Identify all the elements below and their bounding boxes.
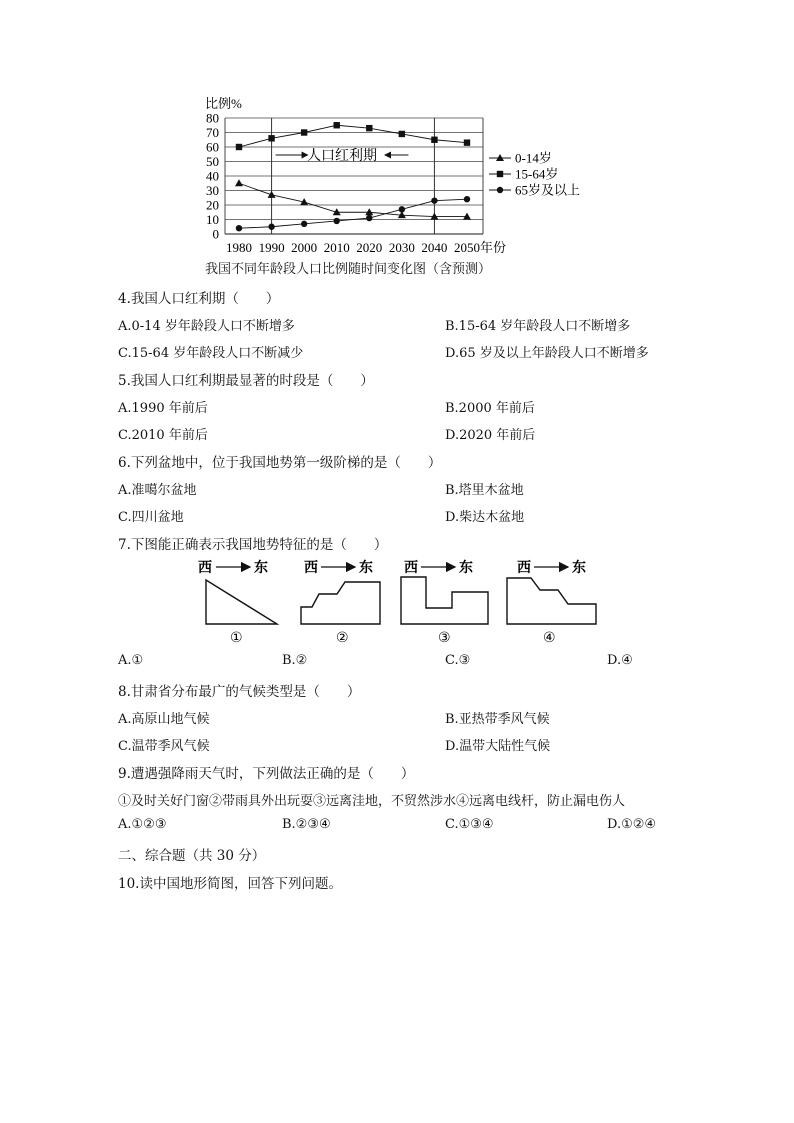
data-point	[334, 122, 340, 128]
question-7-stem: 7.下图能正确表示我国地势特征的是（ ）	[118, 537, 388, 553]
q5-option-c[interactable]: C.2010 年前后	[118, 428, 208, 443]
data-point	[268, 135, 274, 141]
series-line	[239, 199, 467, 228]
q8-option-c[interactable]: C.温带季风气候	[118, 739, 210, 754]
y-tick-label: 0	[212, 226, 219, 242]
q7-option-d[interactable]: D.④	[607, 653, 633, 668]
section-2-heading: 二、综合题（共 30 分）	[118, 848, 266, 864]
y-tick-label: 60	[206, 139, 219, 155]
data-point	[301, 129, 307, 135]
y-tick-label: 20	[206, 197, 219, 213]
y-tick-label: 30	[206, 183, 219, 198]
legend-marker	[497, 171, 503, 177]
data-point	[464, 196, 470, 202]
east-label: 东	[359, 560, 373, 576]
x-tick-label: 2050年份	[454, 240, 507, 255]
panel-label-1: ①	[230, 630, 243, 646]
east-label: 东	[254, 560, 268, 576]
q7-option-b[interactable]: B.②	[282, 653, 308, 668]
legend-label: 15-64岁	[515, 166, 559, 182]
terrain-profile-2	[301, 582, 380, 624]
question-4-stem: 4.我国人口红利期（ ）	[118, 291, 280, 307]
q9-option-c[interactable]: C.①③④	[445, 817, 494, 832]
east-label: 东	[459, 560, 473, 576]
question-9-stem: 9.遭遇强降雨天气时，下列做法正确的是（ ）	[118, 766, 415, 782]
q9-option-a[interactable]: A.①②③	[118, 817, 167, 832]
chart-legend	[489, 151, 580, 198]
question-9-statements: ①及时关好门窗②带雨具外出玩耍③远离洼地，不贸然涉水④远离电线杆，防止漏电伤人	[118, 794, 626, 809]
terrain-profile-4	[507, 578, 596, 624]
terrain-panel-2	[301, 559, 380, 646]
y-axis-label: 比例%	[205, 96, 242, 111]
q8-option-b[interactable]: B.亚热带季风气候	[445, 712, 550, 727]
data-point	[399, 131, 405, 137]
q5-option-b[interactable]: B.2000 年前后	[445, 401, 535, 416]
y-tick-label: 50	[206, 154, 219, 169]
q7-option-c[interactable]: C.③	[445, 653, 471, 668]
chart-series	[235, 122, 471, 231]
q5-option-a[interactable]: A.1990 年前后	[118, 401, 208, 416]
y-tick-label: 70	[206, 125, 219, 140]
data-point	[301, 221, 307, 227]
question-8-stem: 8.甘肃省分布最广的气候类型是（ ）	[118, 684, 361, 700]
data-point	[399, 206, 405, 212]
terrain-profile-3	[401, 577, 488, 624]
west-label: 西	[198, 560, 212, 576]
terrain-panel-1	[198, 559, 277, 646]
data-point	[366, 125, 372, 131]
west-label: 西	[517, 560, 531, 576]
q8-option-d[interactable]: D.温带大陆性气候	[445, 739, 551, 754]
legend-marker	[497, 187, 503, 193]
x-tick-labels	[226, 240, 506, 255]
chart-caption: 我国不同年龄段人口比例随时间变化图（含预测）	[205, 262, 492, 277]
q5-option-d[interactable]: D.2020 年前后	[445, 428, 536, 443]
x-tick-label: 2010	[323, 240, 350, 255]
panel-label-2: ②	[336, 630, 349, 646]
q6-option-c[interactable]: C.四川盆地	[118, 510, 184, 525]
data-point	[268, 224, 274, 230]
y-tick-labels	[206, 111, 219, 242]
y-tick-label: 40	[206, 168, 219, 184]
question-6-stem: 6.下列盆地中，位于我国地势第一级阶梯的是（ ）	[118, 455, 442, 471]
legend-label: 0-14岁	[515, 150, 552, 166]
data-point	[235, 179, 243, 186]
data-point	[463, 213, 471, 220]
x-tick-label: 1990	[258, 240, 285, 255]
annotation-label: 人口红利期	[307, 149, 377, 164]
q4-option-b[interactable]: B.15-64 岁年龄段人口不断增多	[445, 319, 631, 334]
q7-option-a[interactable]: A.①	[118, 653, 144, 668]
data-point	[431, 137, 437, 143]
q8-option-a[interactable]: A.高原山地气候	[118, 712, 210, 727]
population-chart	[195, 92, 615, 260]
west-label: 西	[404, 560, 418, 576]
panel-label-4: ④	[543, 630, 556, 646]
east-label: 东	[572, 560, 586, 576]
question-10-stem: 10.读中国地形简图，回答下列问题。	[118, 876, 342, 892]
q6-option-b[interactable]: B.塔里木盆地	[445, 483, 524, 498]
q6-option-d[interactable]: D.柴达木盆地	[445, 510, 525, 525]
data-point	[236, 225, 242, 231]
terrain-panel-3	[401, 559, 488, 646]
q4-option-d[interactable]: D.65 岁及以上年龄段人口不断增多	[445, 346, 649, 361]
data-point	[464, 139, 470, 145]
q6-option-a[interactable]: A.准噶尔盆地	[118, 483, 197, 498]
west-label: 西	[304, 560, 318, 576]
q4-option-c[interactable]: C.15-64 岁年龄段人口不断减少	[118, 346, 304, 361]
terrain-profile-1	[206, 580, 277, 624]
x-tick-label: 1980	[226, 240, 252, 255]
question-5-stem: 5.我国人口红利期最显著的时段是（ ）	[118, 373, 374, 389]
data-point	[431, 197, 437, 203]
q9-option-b[interactable]: B.②③④	[282, 817, 331, 832]
terrain-diagram	[190, 556, 610, 648]
data-point	[366, 215, 372, 221]
panel-label-3: ③	[438, 630, 451, 646]
q4-option-a[interactable]: A.0-14 岁年龄段人口不断增多	[118, 319, 295, 334]
x-tick-label: 2020	[356, 240, 383, 255]
y-tick-label: 10	[206, 212, 219, 227]
data-point	[365, 208, 373, 215]
q9-option-d[interactable]: D.①②④	[607, 817, 657, 832]
terrain-panel-4	[507, 559, 596, 646]
data-point	[334, 218, 340, 224]
data-point	[236, 144, 242, 150]
x-tick-label: 2000	[291, 240, 318, 255]
x-tick-label: 2030	[388, 240, 415, 255]
legend-label: 65岁及以上	[515, 182, 581, 198]
data-point	[268, 191, 276, 198]
y-tick-label: 80	[206, 110, 219, 126]
x-tick-label: 2040	[421, 240, 448, 255]
